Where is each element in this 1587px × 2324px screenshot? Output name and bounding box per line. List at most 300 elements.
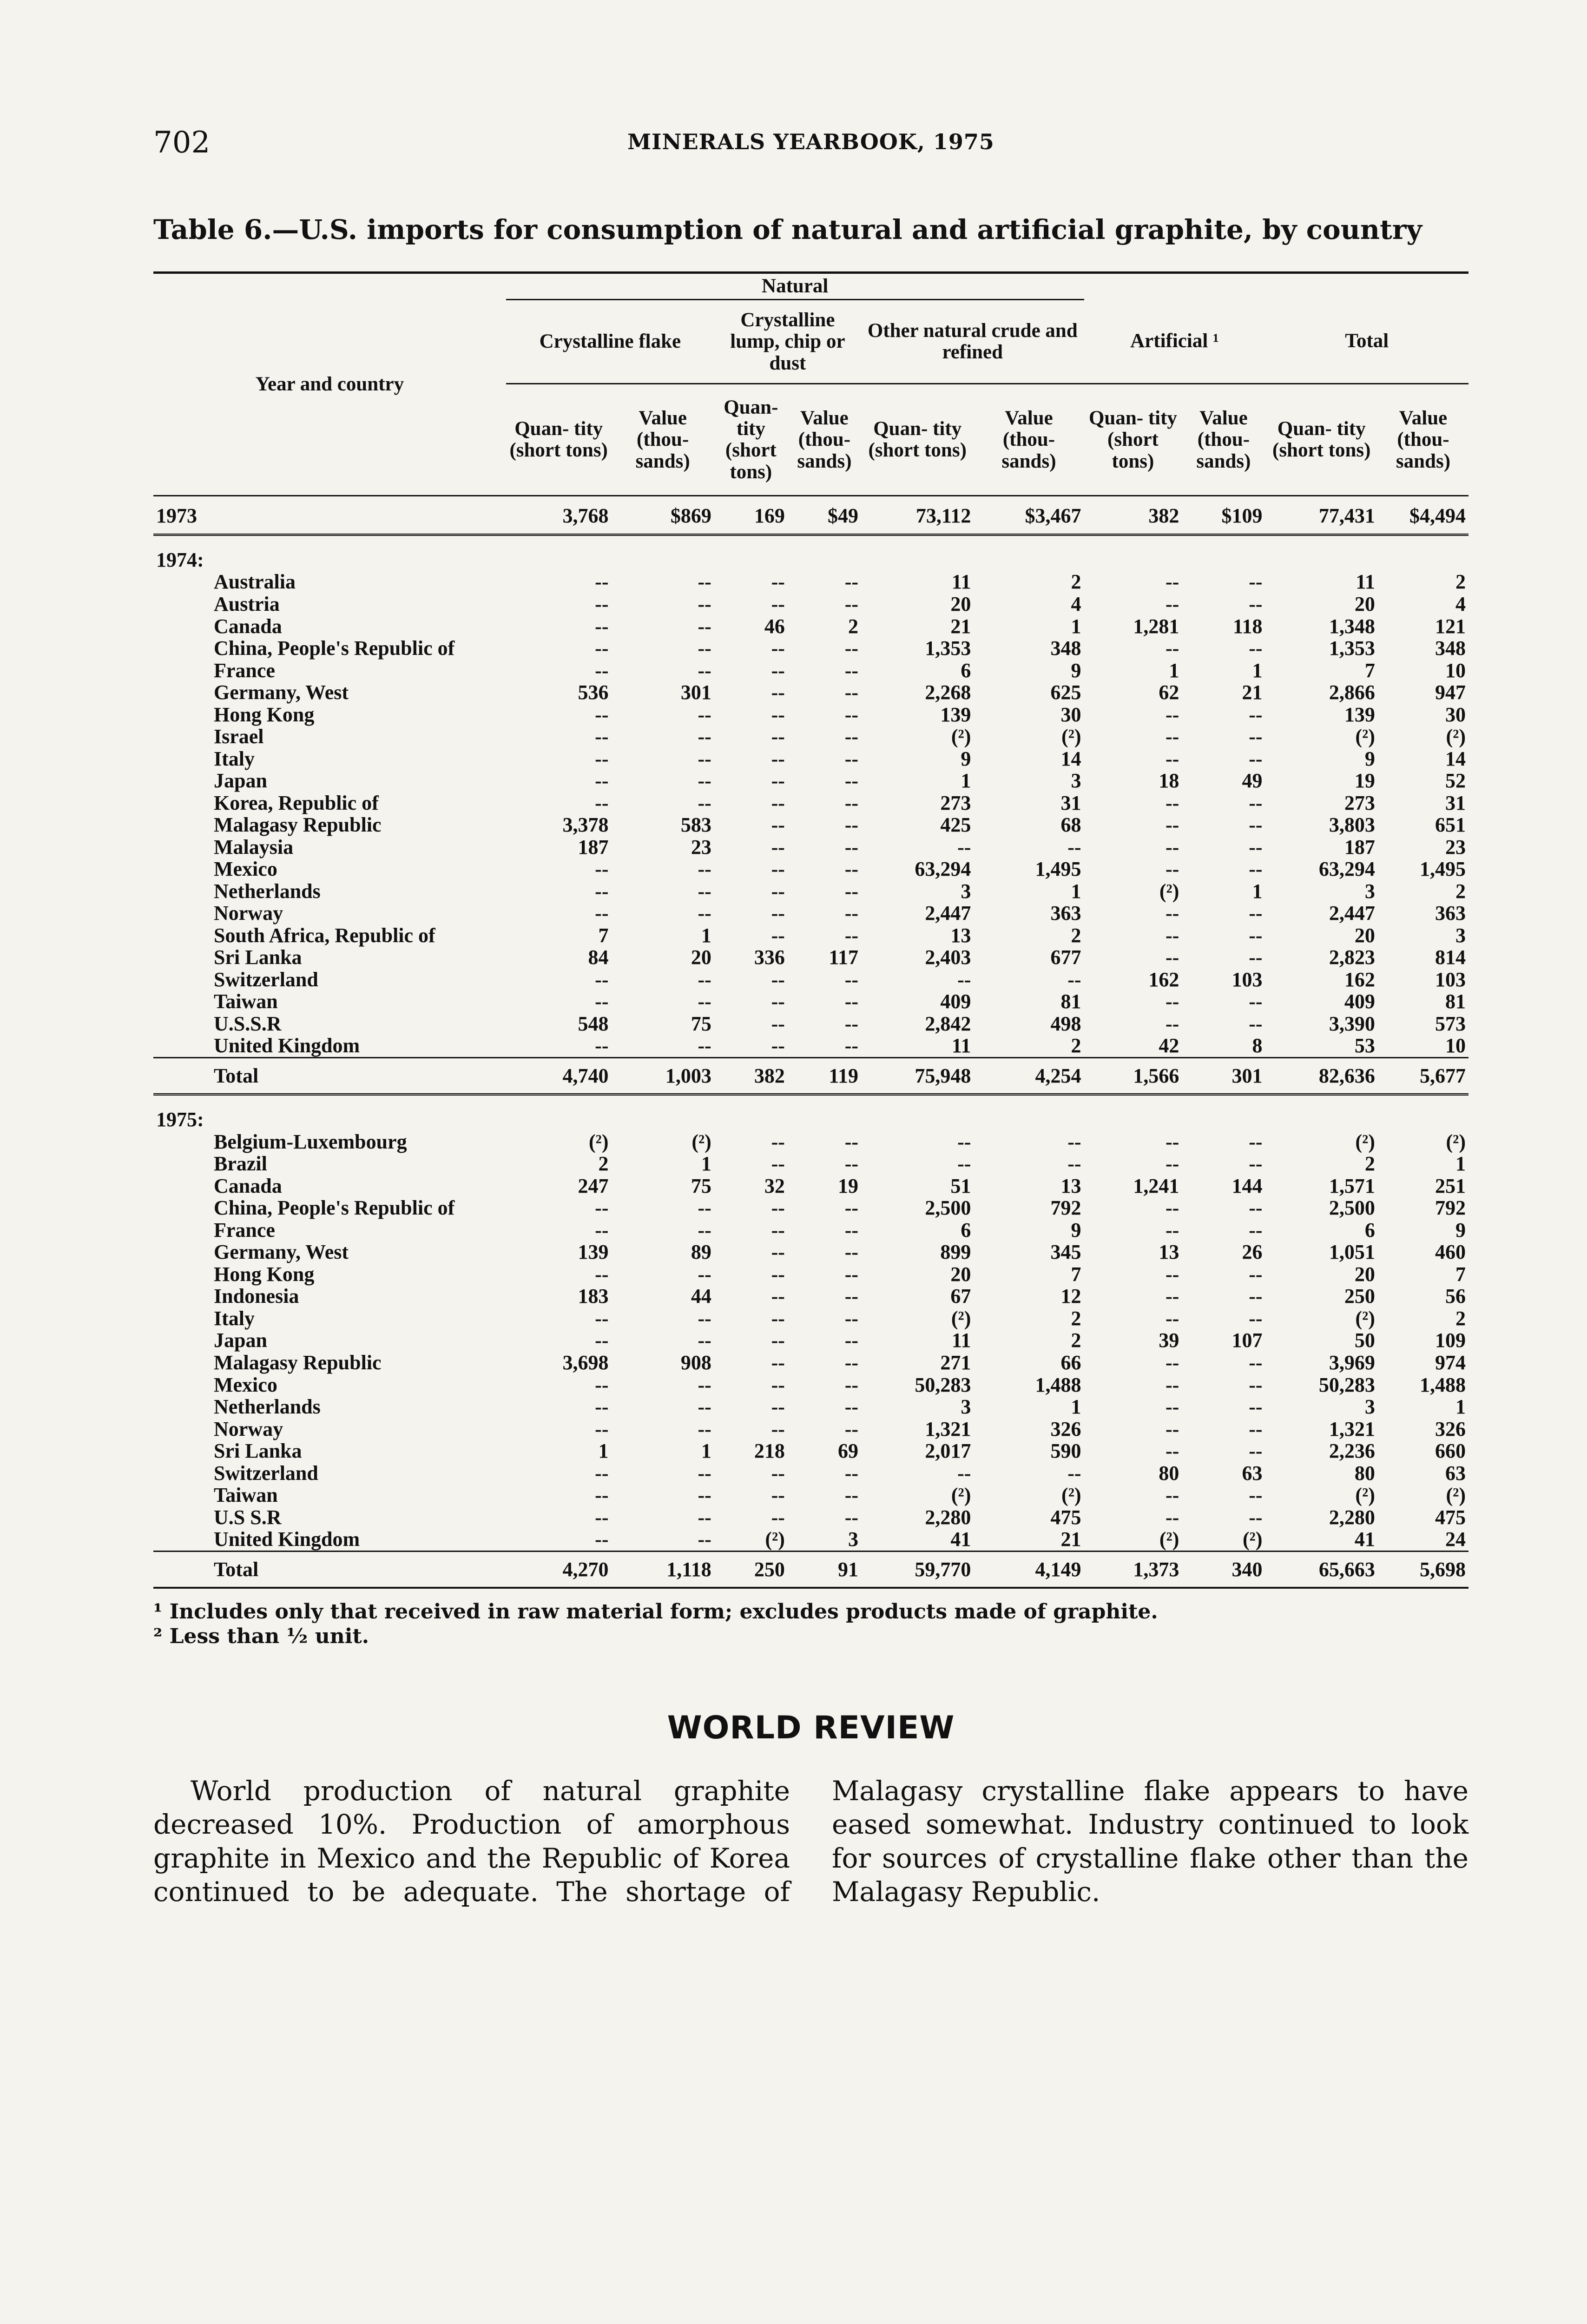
table-cell: 3,390 — [1329, 1012, 1375, 1035]
table-cell: (²) — [1061, 1484, 1081, 1507]
table-cell: -- — [771, 1395, 785, 1419]
table-cell: -- — [595, 725, 609, 748]
table-cell: 1 — [1071, 1395, 1081, 1419]
row-label: Malaysia — [214, 835, 294, 858]
table-cell: 2,268 — [925, 681, 971, 704]
table-cell: -- — [1166, 570, 1179, 594]
table-cell: -- — [844, 1152, 858, 1175]
row-label: Italy — [214, 747, 255, 770]
table-cell: 139 — [1344, 703, 1375, 726]
table-cell: -- — [771, 1351, 785, 1374]
header-crystalline-lump: Crystalline lump, chip or dust — [714, 300, 861, 384]
table-cell: -- — [771, 902, 785, 925]
table-cell: 13 — [1060, 1174, 1081, 1197]
table-cell: 2 — [1455, 570, 1466, 594]
table-cell: (²) — [1159, 879, 1179, 903]
table-cell: -- — [698, 902, 711, 925]
table-cell: 20 — [1354, 592, 1375, 615]
total-row-1975 — [153, 1551, 1468, 1588]
table-cell: -- — [1249, 946, 1263, 969]
table-cell: 2,500 — [1329, 1196, 1375, 1220]
table-cell: -- — [1249, 1285, 1263, 1308]
table-cell: -- — [844, 1218, 858, 1241]
table-cell: -- — [1249, 902, 1263, 925]
table-cell: (²) — [1446, 725, 1466, 748]
table-row — [153, 1374, 1468, 1396]
table-cell: 119 — [788, 1057, 861, 1095]
table-cell: 2 — [1455, 879, 1466, 903]
table-cell: 2 — [598, 1152, 609, 1175]
table-row — [153, 814, 1468, 836]
table-cell: 2,280 — [1329, 1505, 1375, 1529]
table-cell: -- — [595, 1307, 609, 1330]
table-cell: 1,241 — [1133, 1174, 1179, 1197]
table-cell: 63,294 — [915, 858, 971, 881]
table-cell: 590 — [1050, 1439, 1081, 1463]
table-cell: (²) — [951, 725, 971, 748]
world-review-paragraph: World production of natural graphite decreased 10%. Production of amorphous graphite in Mexico and the Republic of Korea continued to be adequate. The shortage of Malagasy crystalline flake appears to have eased somewhat. Industry continued to look for sources of crystalline flake other than the Malagasy Republic. — [153, 1775, 1468, 1908]
table-cell: 14 — [1445, 747, 1466, 770]
table-cell: -- — [698, 614, 711, 638]
table-cell: -- — [1166, 791, 1179, 814]
header-value: Value (thou- sands) — [1378, 384, 1468, 496]
header-quantity: Quan- tity (short tons) — [1084, 384, 1182, 496]
table-cell: 63 — [1445, 1461, 1466, 1485]
table-row — [153, 1175, 1468, 1197]
table-cell: 3 — [961, 879, 971, 903]
year-heading: 1975: — [156, 1108, 204, 1131]
table-cell: -- — [1067, 968, 1081, 991]
header-quantity: Quan- tity (short tons) — [714, 384, 788, 496]
table-cell: 13 — [1159, 1241, 1179, 1264]
table-cell: 2,236 — [1329, 1439, 1375, 1463]
table-cell: 3,969 — [1329, 1351, 1375, 1374]
table-cell: -- — [771, 968, 785, 991]
table-cell: 66 — [1060, 1351, 1081, 1374]
table-cell: 409 — [1344, 990, 1375, 1013]
table-cell: 1 — [701, 924, 711, 947]
table-cell: -- — [771, 1262, 785, 1286]
table-row — [153, 1219, 1468, 1241]
page-number: 702 — [153, 125, 211, 160]
table-cell: -- — [771, 1484, 785, 1507]
table-cell: 7 — [1071, 1262, 1081, 1286]
header-quantity: Quan- tity (short tons) — [1265, 384, 1378, 496]
table-cell: 2,823 — [1329, 946, 1375, 969]
table-cell: 218 — [754, 1439, 785, 1463]
row-label: Italy — [214, 1307, 255, 1330]
table-cell: -- — [1166, 835, 1179, 858]
table-cell: -- — [844, 1034, 858, 1057]
table-cell: (²) — [1355, 1307, 1375, 1330]
table-cell: 14 — [1060, 747, 1081, 770]
table-cell: -- — [595, 1484, 609, 1507]
table-cell: 42 — [1159, 1034, 1179, 1057]
table-cell: 536 — [578, 681, 609, 704]
table-cell: 91 — [788, 1551, 861, 1588]
table-cell: 20 — [1354, 1262, 1375, 1286]
table-cell: 363 — [1050, 902, 1081, 925]
table-cell: -- — [1249, 1307, 1263, 1330]
table-cell: 20 — [950, 1262, 971, 1286]
table-cell: 1,353 — [1329, 637, 1375, 660]
row-label: China, People's Republic of — [214, 637, 455, 660]
table-cell: -- — [957, 1461, 971, 1485]
table-cell: 139 — [578, 1241, 609, 1264]
table-cell: 677 — [1050, 946, 1081, 969]
table-cell: 9 — [1071, 1218, 1081, 1241]
table-cell: -- — [771, 1505, 785, 1529]
table-cell: 75 — [691, 1012, 711, 1035]
table-cell: -- — [957, 968, 971, 991]
table-row — [153, 1352, 1468, 1374]
table-cell: -- — [595, 1395, 609, 1419]
header-natural: Natural — [506, 273, 1084, 300]
table-cell: -- — [771, 659, 785, 682]
table-cell: 1 — [598, 1439, 609, 1463]
row-label: Switzerland — [214, 968, 318, 991]
table-cell: 118 — [1232, 614, 1263, 638]
header-year-country: Year and country — [153, 273, 506, 496]
table-cell: 5,698 — [1378, 1551, 1468, 1588]
table-cell: (²) — [691, 1130, 711, 1153]
table-row — [153, 792, 1468, 814]
table-cell: -- — [595, 902, 609, 925]
table-cell: -- — [771, 1329, 785, 1352]
table-cell: -- — [1067, 835, 1081, 858]
table-cell: 19 — [838, 1174, 858, 1197]
table-cell: -- — [844, 879, 858, 903]
table-row — [153, 969, 1468, 991]
row-label: Norway — [214, 902, 283, 925]
table-cell: -- — [771, 769, 785, 792]
table-cell: 31 — [1060, 791, 1081, 814]
table-cell: 1,281 — [1133, 614, 1179, 638]
table-cell: -- — [698, 592, 711, 615]
table-cell: -- — [1067, 1461, 1081, 1485]
table-cell: 2,500 — [925, 1196, 971, 1220]
table-row — [153, 946, 1468, 969]
table-cell: 1,321 — [1329, 1417, 1375, 1440]
table-cell: 301 — [680, 681, 711, 704]
table-cell: -- — [771, 1373, 785, 1396]
row-label: Mexico — [214, 1373, 277, 1396]
table-cell: 30 — [1445, 703, 1466, 726]
table-cell: -- — [1249, 1505, 1263, 1529]
header-quantity: Quan- tity (short tons) — [861, 384, 974, 496]
table-cell: -- — [844, 990, 858, 1013]
table-cell: 6 — [961, 659, 971, 682]
table-cell: -- — [595, 1373, 609, 1396]
table-cell: 348 — [1050, 637, 1081, 660]
table-cell: 13 — [950, 924, 971, 947]
table-cell: 139 — [940, 703, 971, 726]
table-cell: (²) — [951, 1307, 971, 1330]
table-cell: -- — [771, 1307, 785, 1330]
table-cell: 52 — [1445, 769, 1466, 792]
table-row — [153, 726, 1468, 748]
table-cell: 162 — [1344, 968, 1375, 991]
table-cell: 3 — [1364, 1395, 1375, 1419]
table-cell: 46 — [764, 614, 785, 638]
table-cell: -- — [771, 924, 785, 947]
table-cell: -- — [1249, 924, 1263, 947]
table-cell: 2 — [1071, 1034, 1081, 1057]
table-cell: -- — [595, 703, 609, 726]
table-row — [153, 1197, 1468, 1219]
table-cell: -- — [698, 570, 711, 594]
table-cell: -- — [1249, 703, 1263, 726]
table-cell: (²) — [1061, 725, 1081, 748]
table-cell: 53 — [1354, 1034, 1375, 1057]
table-cell: -- — [698, 1218, 711, 1241]
table-cell: -- — [1249, 747, 1263, 770]
document-page — [153, 125, 1468, 1909]
table-cell: 1 — [1252, 659, 1263, 682]
table-cell: -- — [844, 858, 858, 881]
table-cell: -- — [698, 1484, 711, 1507]
table-cell: -- — [698, 1461, 711, 1485]
table-cell: -- — [771, 1034, 785, 1057]
table-cell: 39 — [1159, 1329, 1179, 1352]
table-cell: -- — [698, 1417, 711, 1440]
table-cell: -- — [595, 1417, 609, 1440]
table-cell: 1,566 — [1084, 1057, 1182, 1095]
row-label: Malagasy Republic — [214, 813, 382, 837]
table-cell: 67 — [950, 1285, 971, 1308]
table-cell: -- — [698, 1528, 711, 1551]
table-cell: 899 — [940, 1241, 971, 1264]
table-cell: 81 — [1445, 990, 1466, 1013]
table-cell: -- — [698, 725, 711, 748]
table-cell: -- — [1166, 1012, 1179, 1035]
table-cell: 3 — [1455, 924, 1466, 947]
table-cell: -- — [844, 1351, 858, 1374]
table-cell: -- — [844, 725, 858, 748]
row-label: United Kingdom — [214, 1528, 360, 1551]
table-cell: -- — [698, 1329, 711, 1352]
row-label: Hong Kong — [214, 1262, 315, 1286]
table-row — [153, 1329, 1468, 1352]
table-cell: 10 — [1445, 1034, 1466, 1057]
table-cell: 475 — [1435, 1505, 1466, 1529]
table-cell: 1,118 — [611, 1551, 714, 1588]
table-cell: 11 — [951, 570, 971, 594]
table-cell: -- — [698, 968, 711, 991]
table-cell: (²) — [1243, 1528, 1263, 1551]
table-cell: 63,294 — [1318, 858, 1375, 881]
table-row — [153, 902, 1468, 924]
table-cell: -- — [1249, 592, 1263, 615]
table-cell: 3 — [1071, 769, 1081, 792]
table-cell: -- — [844, 637, 858, 660]
table-cell: -- — [1067, 1152, 1081, 1175]
table-cell: 1,488 — [1420, 1373, 1466, 1396]
header-value: Value (thou- sands) — [611, 384, 714, 496]
table-cell: -- — [1249, 1012, 1263, 1035]
table-cell: -- — [698, 1395, 711, 1419]
row-label: Netherlands — [214, 1395, 321, 1419]
table-cell: -- — [844, 1461, 858, 1485]
table-cell: -- — [1166, 592, 1179, 615]
table-cell: -- — [771, 1241, 785, 1264]
table-cell: 84 — [588, 946, 609, 969]
table-cell: -- — [844, 659, 858, 682]
table-cell: $4,494 — [1378, 496, 1468, 535]
table-cell: 382 — [714, 1057, 788, 1095]
world-review-body — [153, 1774, 1468, 1909]
table-cell: -- — [595, 659, 609, 682]
table-cell: 1 — [1169, 659, 1179, 682]
footnote-2: ² Less than ½ unit. — [153, 1624, 369, 1648]
table-cell: 2 — [1071, 1329, 1081, 1352]
table-cell: 573 — [1435, 1012, 1466, 1035]
row-label: South Africa, Republic of — [214, 924, 435, 947]
table-cell: -- — [771, 570, 785, 594]
table-cell: 8 — [1252, 1034, 1263, 1057]
table-cell: 4,254 — [974, 1057, 1084, 1095]
table-cell: -- — [595, 858, 609, 881]
table-cell: 660 — [1435, 1439, 1466, 1463]
table-cell: 41 — [1354, 1528, 1375, 1551]
table-cell: 625 — [1050, 681, 1081, 704]
table-cell: -- — [844, 1285, 858, 1308]
row-label: Mexico — [214, 858, 277, 881]
table-cell: 1,495 — [1420, 858, 1466, 881]
table-cell: -- — [698, 1505, 711, 1529]
table-cell: -- — [595, 1461, 609, 1485]
table-cell: -- — [1166, 1285, 1179, 1308]
table-cell: -- — [1166, 1484, 1179, 1507]
table-cell: 117 — [829, 946, 858, 969]
row-label: U.S S.R — [214, 1505, 282, 1529]
table-cell: -- — [1166, 858, 1179, 881]
table-cell: -- — [1249, 1395, 1263, 1419]
table-cell: 7 — [1364, 659, 1375, 682]
table-cell: 41 — [950, 1528, 971, 1551]
table-cell: 21 — [950, 614, 971, 638]
table-cell: 162 — [1148, 968, 1179, 991]
table-cell: 73,112 — [861, 496, 974, 535]
table-cell: -- — [844, 902, 858, 925]
table-row — [153, 880, 1468, 903]
table-cell: 107 — [1231, 1329, 1263, 1352]
table-cell: -- — [595, 592, 609, 615]
table-cell: 409 — [940, 990, 971, 1013]
table-cell: -- — [698, 791, 711, 814]
table-title: Table 6.—U.S. imports for consumption of natural and artificial graphite, by country — [153, 214, 1422, 245]
table-cell: -- — [1249, 858, 1263, 881]
table-cell: 31 — [1445, 791, 1466, 814]
table-cell: -- — [844, 1196, 858, 1220]
table-cell: -- — [844, 791, 858, 814]
table-cell: -- — [771, 1196, 785, 1220]
table-cell: -- — [771, 681, 785, 704]
table-cell: -- — [1249, 725, 1263, 748]
row-label: Canada — [214, 614, 282, 638]
table-row — [153, 748, 1468, 770]
table-cell: -- — [771, 637, 785, 660]
table-cell: 974 — [1435, 1351, 1466, 1374]
table-cell: -- — [1249, 1417, 1263, 1440]
table-cell: 30 — [1060, 703, 1081, 726]
table-cell: $869 — [611, 496, 714, 535]
table-cell: 1,003 — [611, 1057, 714, 1095]
table-cell: -- — [771, 703, 785, 726]
table-cell: 1 — [1071, 614, 1081, 638]
table-cell: -- — [1166, 1417, 1179, 1440]
table-cell: -- — [595, 968, 609, 991]
table-cell: 251 — [1435, 1174, 1466, 1197]
table-cell: 460 — [1435, 1241, 1466, 1264]
table-cell: 50,283 — [915, 1373, 971, 1396]
table-cell: -- — [771, 813, 785, 837]
table-cell: -- — [771, 1218, 785, 1241]
table-cell: 3 — [961, 1395, 971, 1419]
table-cell: -- — [595, 1196, 609, 1220]
table-cell: (²) — [951, 1484, 971, 1507]
table-cell: -- — [771, 725, 785, 748]
table-cell: 77,431 — [1265, 496, 1378, 535]
table-row — [153, 1484, 1468, 1506]
table-cell: -- — [771, 747, 785, 770]
table-cell: -- — [1249, 1196, 1263, 1220]
table-cell: 9 — [961, 747, 971, 770]
table-cell: -- — [1249, 1484, 1263, 1507]
world-review-heading: WORLD REVIEW — [667, 1709, 955, 1746]
table-cell: (²) — [1446, 1484, 1466, 1507]
table-cell: 81 — [1060, 990, 1081, 1013]
table-row-1973 — [153, 496, 1468, 535]
table-cell: 1,373 — [1084, 1551, 1182, 1588]
table-cell: 475 — [1050, 1505, 1081, 1529]
table-cell: 792 — [1050, 1196, 1081, 1220]
row-label: Belgium-Luxembourg — [214, 1130, 407, 1153]
table-cell: 348 — [1435, 637, 1466, 660]
table-cell: -- — [595, 769, 609, 792]
table-cell: 50 — [1354, 1329, 1375, 1352]
header-value: Value (thou- sands) — [788, 384, 861, 496]
table-cell: 2,447 — [925, 902, 971, 925]
table-cell: -- — [1249, 570, 1263, 594]
table-row — [153, 1035, 1468, 1057]
table-cell: -- — [771, 1012, 785, 1035]
row-label: Sri Lanka — [214, 1439, 302, 1463]
table-cell: -- — [844, 1417, 858, 1440]
table-cell: 49 — [1242, 769, 1263, 792]
table-cell: 82,636 — [1265, 1057, 1378, 1095]
table-cell: -- — [844, 835, 858, 858]
table-row — [153, 1241, 1468, 1263]
table-cell: 1,051 — [1329, 1241, 1375, 1264]
table-cell: 121 — [1435, 614, 1466, 638]
graphite-imports-table — [153, 271, 1468, 1589]
year-heading: 1974: — [156, 548, 204, 571]
table-cell: 9 — [1455, 1218, 1466, 1241]
table-cell: -- — [771, 791, 785, 814]
row-label: Total — [153, 1551, 506, 1588]
table-cell: -- — [698, 703, 711, 726]
table-cell: -- — [1166, 902, 1179, 925]
table-cell: -- — [844, 1012, 858, 1035]
table-cell: (²) — [1355, 725, 1375, 748]
table-cell: 32 — [764, 1174, 785, 1197]
table-row — [153, 571, 1468, 593]
table-cell: -- — [698, 659, 711, 682]
table-cell: 23 — [1445, 835, 1466, 858]
table-cell: 3 — [1364, 879, 1375, 903]
row-label: Indonesia — [214, 1285, 299, 1308]
